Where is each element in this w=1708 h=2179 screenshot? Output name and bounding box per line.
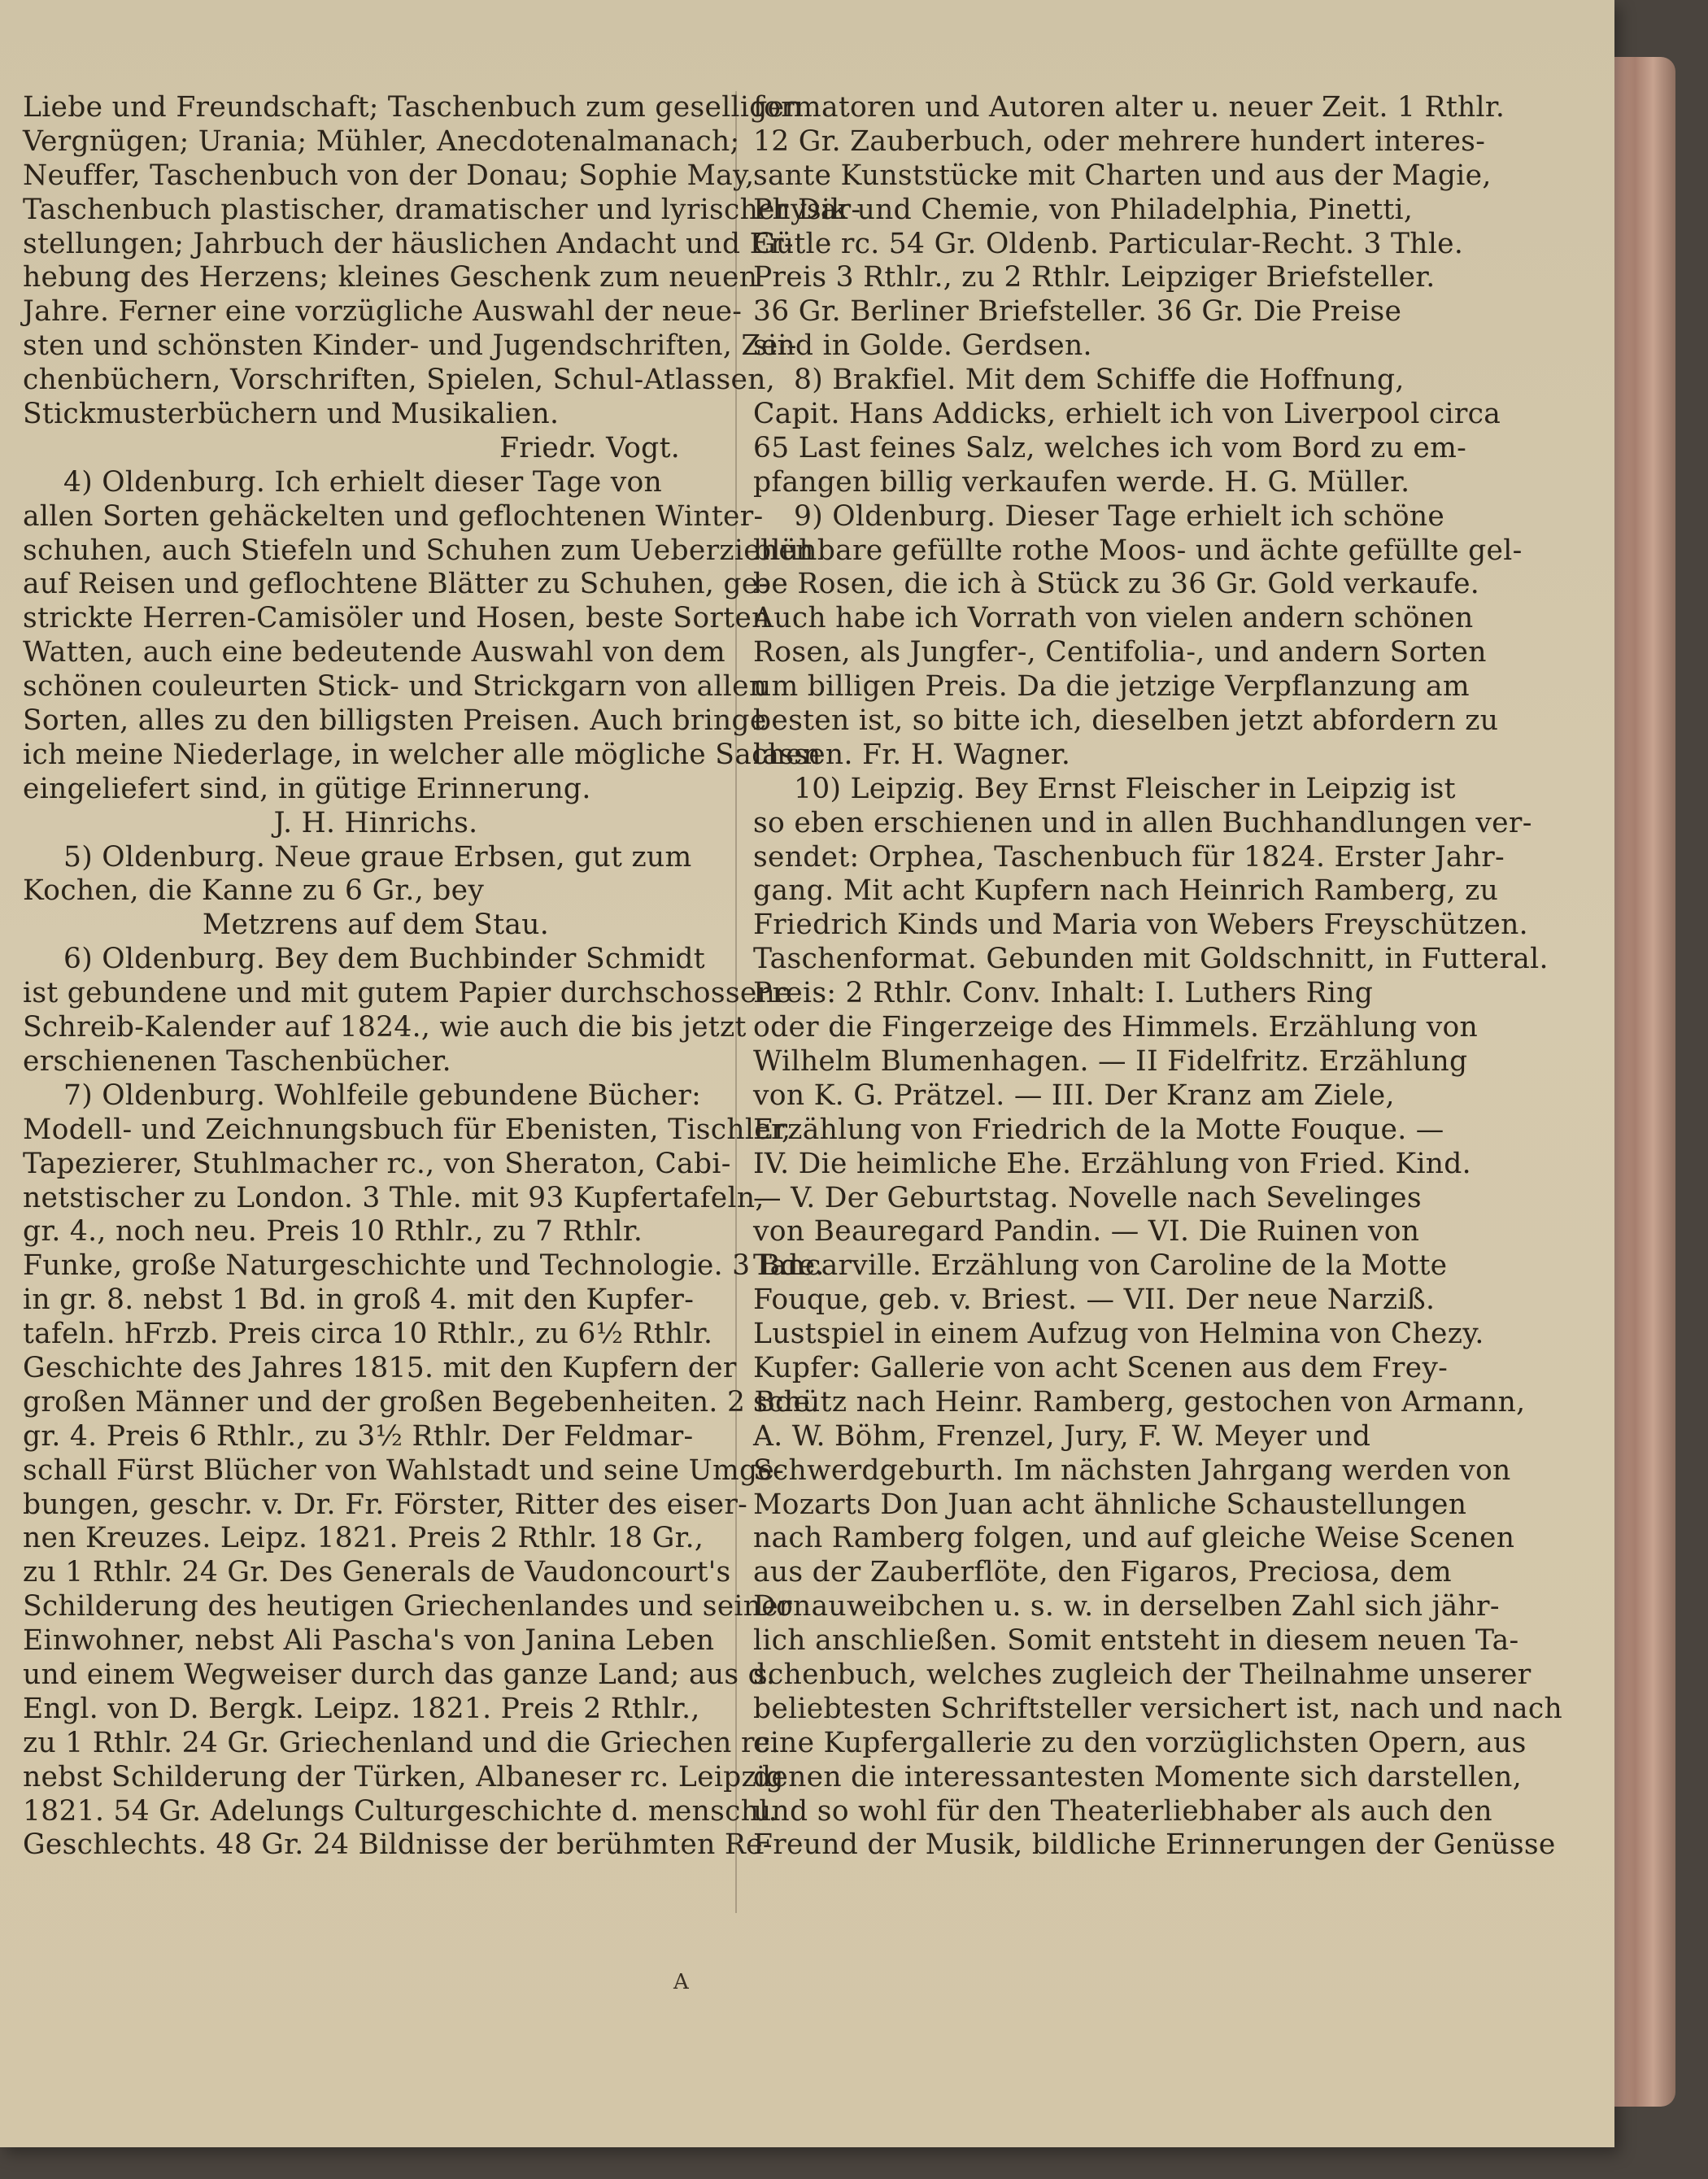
text-line: eine Kupfergallerie zu den vorzüglichsten Opern, aus (753, 1726, 1527, 1759)
text-line: Geschlechts. 48 Gr. 24 Bildnisse der berühmten Re- (23, 1828, 773, 1862)
text-line: Physik und Chemie, von Philadelphia, Pinetti, (753, 193, 1414, 226)
text-line: Wilhelm Blumenhagen. — II Fidelfritz. Erzählung (753, 1044, 1468, 1078)
text-line: schütz nach Heinr. Ramberg, gestochen von Armann, (753, 1385, 1526, 1419)
text-line: Fouque, geb. v. Briest. — VII. Der neue Narziß. (753, 1283, 1436, 1317)
text-line: Preis 3 Rthlr., zu 2 Rthlr. Leipziger Briefsteller. (753, 261, 1436, 294)
text-line: Taschenbuch plastischer, dramatischer und lyrischer Dar- (23, 193, 861, 226)
text-line: netstischer zu London. 3 Thle. mit 93 Kupfertafeln, (23, 1181, 765, 1214)
text-line: Watten, auch eine bedeutende Auswahl von dem (23, 636, 725, 669)
text-line: beliebtesten Schriftsteller versichert ist, nach und nach (753, 1692, 1562, 1725)
text-line: Modell- und Zeichnungsbuch für Ebenisten, Tischler, (23, 1113, 791, 1146)
text-line: schuhen, auch Stiefeln und Schuhen zum Ueberziehen (23, 534, 814, 567)
text-line: 65 Last feines Salz, welches ich vom Bord zu em- (753, 431, 1467, 464)
text-line: so eben erschienen und in allen Buchhandlungen ver- (753, 806, 1532, 839)
text-line: Erzählung von Friedrich de la Motte Fouque. — (753, 1113, 1444, 1146)
text-line: 12 Gr. Zauberbuch, oder mehrere hundert interes- (753, 124, 1486, 158)
text-line: hebung des Herzens; kleines Geschenk zum neuen (23, 261, 758, 294)
text-line: 5) Oldenburg. Neue graue Erbsen, gut zum (63, 840, 692, 874)
text-line: denen die interessantesten Momente sich darstellen, (753, 1760, 1522, 1793)
text-line: Donauweibchen u. s. w. in derselben Zahl sich jähr- (753, 1590, 1500, 1623)
text-line: stellungen; Jahrbuch der häuslichen Andacht und Er- (23, 227, 794, 260)
text-line: von K. G. Prätzel. — III. Der Kranz am Ziele, (753, 1079, 1395, 1112)
text-line: Schreib-Kalender auf 1824., wie auch die bis jetzt (23, 1011, 747, 1044)
text-line: Capit. Hans Addicks, erhielt ich von Liverpool circa (753, 398, 1501, 431)
text-line: Kupfer: Gallerie von acht Scenen aus dem Frey- (753, 1351, 1449, 1384)
text-line: pfangen billig verkaufen werde. H. G. Müller. (753, 465, 1410, 499)
column-divider (735, 91, 737, 1913)
text-line: Geschichte des Jahres 1815. mit den Kupfern der (23, 1351, 737, 1384)
text-line: A. W. Böhm, Frenzel, Jury, F. W. Meyer und (753, 1419, 1371, 1453)
text-line: eingeliefert sind, in gütige Erinnerung. (23, 772, 591, 805)
text-line: gr. 4. Preis 6 Rthlr., zu 3½ Rthlr. Der Feldmar- (23, 1419, 694, 1453)
text-line: Sorten, alles zu den billigsten Preisen. Auch bringe (23, 704, 767, 738)
text-line: Stickmusterbüchern und Musikalien. (23, 398, 560, 431)
text-line: bungen, geschr. v. Dr. Fr. Förster, Ritter des eiser- (23, 1488, 748, 1521)
text-line: und einem Wegweiser durch das ganze Land; aus d. (23, 1658, 776, 1691)
text-line: chenbüchern, Vorschriften, Spielen, Schul-Atlassen, (23, 364, 776, 397)
text-line: Rosen, als Jungfer-, Centifolia-, und andern Sorten (753, 636, 1487, 669)
text-line: formatoren und Autoren alter u. neuer Zeit. 1 Rthlr. (753, 91, 1505, 124)
text-line: 4) Oldenburg. Ich erhielt dieser Tage von (63, 465, 663, 499)
signature-mark: A (673, 1970, 689, 1994)
text-line: Mozarts Don Juan acht ähnliche Schaustellungen (753, 1488, 1467, 1521)
text-line: sendet: Orphea, Taschenbuch für 1824. Erster Jahr- (753, 840, 1505, 874)
text-line: Tancarville. Erzählung von Caroline de la Motte (753, 1249, 1448, 1283)
text-line: schall Fürst Blücher von Wahlstadt und seine Umge- (23, 1453, 785, 1487)
text-line: nen Kreuzes. Leipz. 1821. Preis 2 Rthlr. 18 Gr., (23, 1522, 704, 1555)
text-line: 8) Brakfiel. Mit dem Schiffe die Hoffnung, (794, 364, 1405, 397)
text-line: Friedr. Vogt. (499, 431, 680, 464)
text-line: großen Männer und der großen Begebenheiten. 2 Bde. (23, 1385, 820, 1419)
text-line: Engl. von D. Bergk. Leipz. 1821. Preis 2 Rthlr., (23, 1692, 700, 1725)
text-line: ich meine Niederlage, in welcher alle mögliche Sachen (23, 738, 821, 771)
text-line: Einwohner, nebst Ali Pascha's von Janina Leben (23, 1624, 715, 1658)
text-line: 36 Gr. Berliner Briefsteller. 36 Gr. Die Preise (753, 295, 1402, 329)
text-line: Kochen, die Kanne zu 6 Gr., bey (23, 874, 485, 908)
text-line: Preis: 2 Rthlr. Conv. Inhalt: I. Luthers Ring (753, 977, 1374, 1010)
text-line: Freund der Musik, bildliche Erinnerungen der Genüsse (753, 1828, 1556, 1862)
text-line: auf Reisen und geflochtene Blätter zu Schuhen, ge- (23, 568, 769, 601)
text-line: besten ist, so bitte ich, dieselben jetzt abfordern zu (753, 704, 1499, 738)
text-line: 9) Oldenburg. Dieser Tage erhielt ich schöne (794, 499, 1445, 533)
text-line: Jahre. Ferner eine vorzügliche Auswahl der neue- (23, 295, 743, 329)
text-line: sten und schönsten Kinder- und Jugendschriften, Zei- (23, 329, 797, 363)
text-line: zu 1 Rthlr. 24 Gr. Griechenland und die Griechen rc. (23, 1726, 780, 1759)
text-line: sind in Golde. Gerdsen. (753, 329, 1092, 363)
text-line: Neuffer, Taschenbuch von der Donau; Sophie May, (23, 159, 755, 192)
text-line: be Rosen, die ich à Stück zu 36 Gr. Gold verkaufe. (753, 568, 1480, 601)
text-line: — V. Der Geburtstag. Novelle nach Sevelinges (753, 1181, 1422, 1214)
text-line: Liebe und Freundschaft; Taschenbuch zum geselligen (23, 91, 803, 124)
text-line: Tapezierer, Stuhlmacher rc., von Sheraton, Cabi- (23, 1147, 731, 1180)
text-line: Funke, große Naturgeschichte und Technologie. 3 Bde. (23, 1249, 825, 1283)
left-column (23, 91, 861, 1863)
text-line: nach Ramberg folgen, und auf gleiche Weise Scenen (753, 1522, 1515, 1555)
text-line: Schilderung des heutigen Griechenlandes und seiner (23, 1590, 792, 1623)
text-line: gr. 4., noch neu. Preis 10 Rthlr., zu 7 Rthlr. (23, 1215, 643, 1249)
text-line: 7) Oldenburg. Wohlfeile gebundene Bücher: (63, 1079, 702, 1112)
text-line: J. H. Hinrichs. (273, 806, 478, 839)
text-line: nebst Schilderung der Türken, Albaneser rc. Leipzig (23, 1760, 784, 1793)
text-line: strickte Herren-Camisöler und Hosen, beste Sorten (23, 602, 770, 635)
text-line: Schwerdgeburth. Im nächsten Jahrgang werden von (753, 1453, 1511, 1487)
text-line: Friedrich Kinds und Maria von Webers Freyschützen. (753, 909, 1528, 942)
text-line: Lustspiel in einem Aufzug von Helmina von Chezy. (753, 1318, 1484, 1351)
text-line: in gr. 8. nebst 1 Bd. in groß 4. mit den Kupfer- (23, 1283, 695, 1317)
text-line: Metzrens auf dem Stau. (202, 909, 550, 942)
text-line: Auch habe ich Vorrath von vielen andern schönen (753, 602, 1474, 635)
text-line: zu 1 Rthlr. 24 Gr. Des Generals de Vaudoncourt's (23, 1556, 731, 1589)
text-line: Vergnügen; Urania; Mühler, Anecdotenalmanach; (23, 124, 740, 158)
text-line: sante Kunststücke mit Charten und aus der Magie, (753, 159, 1492, 192)
text-line: schenbuch, welches zugleich der Theilnahme unserer (753, 1658, 1532, 1691)
text-line: IV. Die heimliche Ehe. Erzählung von Fried. Kind. (753, 1147, 1471, 1180)
text-line: tafeln. hFrzb. Preis circa 10 Rthlr., zu 6½ Rthlr. (23, 1318, 713, 1351)
text-line: lich anschließen. Somit entsteht in diesem neuen Ta- (753, 1624, 1519, 1658)
text-line: oder die Fingerzeige des Himmels. Erzählung von (753, 1011, 1479, 1044)
text-line: 1821. 54 Gr. Adelungs Culturgeschichte d. menschl. (23, 1794, 778, 1828)
text-line: Gütle rc. 54 Gr. Oldenb. Particular-Recht. 3 Thle. (753, 227, 1464, 260)
text-line: gang. Mit acht Kupfern nach Heinrich Ramberg, zu (753, 874, 1499, 908)
text-line: von Beauregard Pandin. — VI. Die Ruinen von (753, 1215, 1420, 1249)
text-line: erschienenen Taschenbücher. (23, 1044, 451, 1078)
text-line: Taschenformat. Gebunden mit Goldschnitt, in Futteral. (753, 943, 1549, 976)
text-line: 6) Oldenburg. Bey dem Buchbinder Schmidt (63, 943, 705, 976)
text-line: und so wohl für den Theaterliebhaber als auch den (753, 1794, 1492, 1828)
text-line: 10) Leipzig. Bey Ernst Fleischer in Leipzig ist (794, 772, 1456, 805)
text-line: ist gebundene und mit gutem Papier durchschossene (23, 977, 792, 1010)
text-line: blühbare gefüllte rothe Moos- und ächte gefüllte gel- (753, 534, 1523, 567)
text-line: aus der Zauberflöte, den Figaros, Preciosa, dem (753, 1556, 1452, 1589)
text-line: um billigen Preis. Da die jetzige Verpflanzung am (753, 670, 1470, 704)
text-line: lassen. Fr. H. Wagner. (753, 738, 1071, 771)
text-line: allen Sorten gehäckelten und geflochtenen Winter- (23, 499, 764, 533)
right-column (753, 91, 1562, 1863)
text-line: schönen couleurten Stick- und Strickgarn von allen (23, 670, 768, 704)
